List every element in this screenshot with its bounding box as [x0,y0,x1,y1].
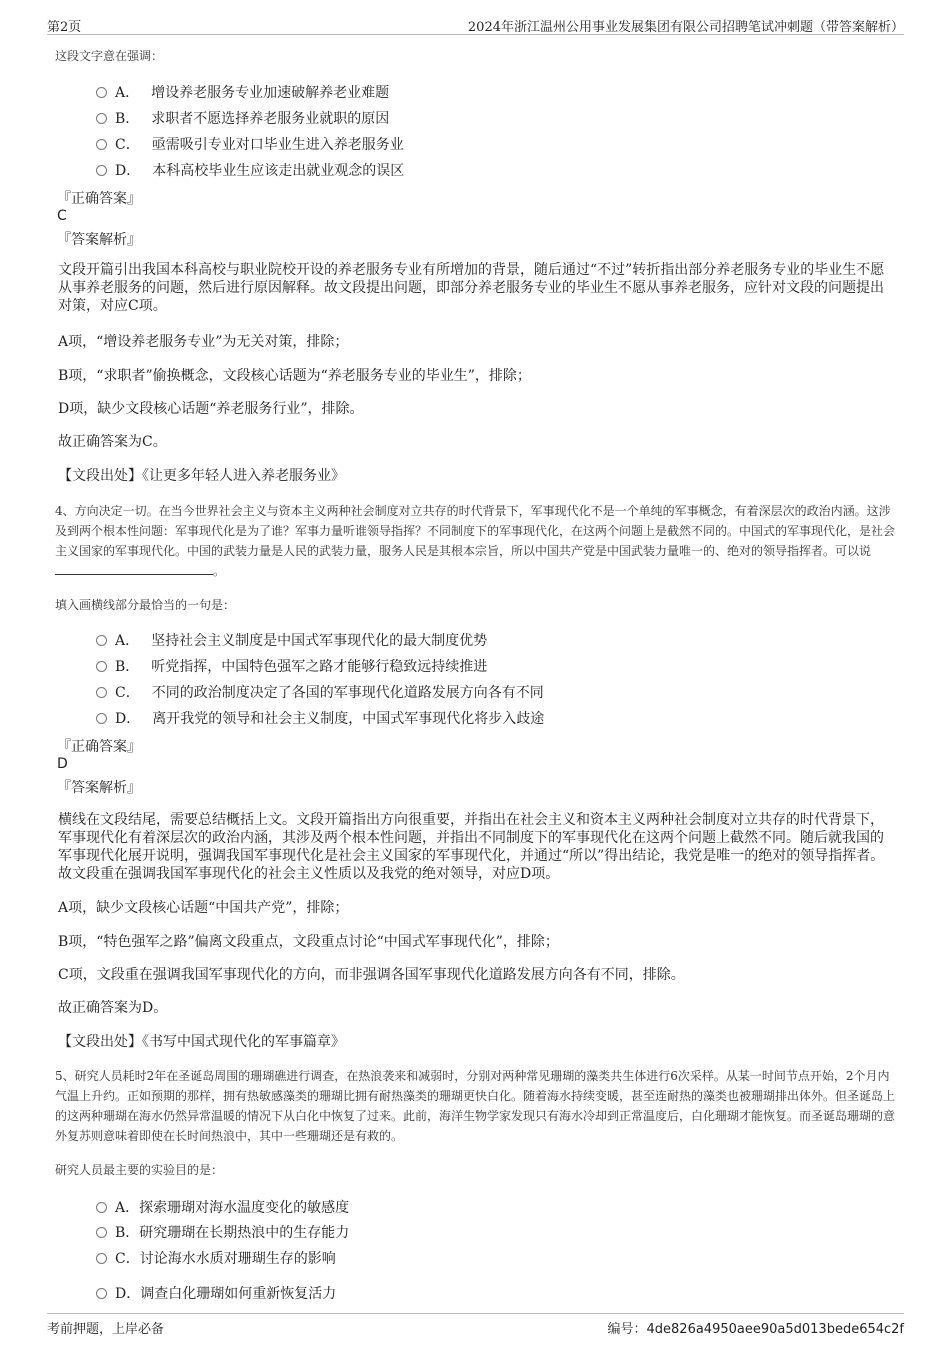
q3-analysis-label: 『答案解析』 [57,232,141,248]
q4-option-b[interactable]: B． 听党指挥，中国特色强军之路才能够行稳致远持续推进 [96,656,487,676]
page-header [47,14,904,35]
radio-icon[interactable] [96,635,107,646]
q5-option-d[interactable]: D．调查白化珊瑚如何重新恢复活力 [96,1283,336,1303]
radio-icon[interactable] [96,713,107,724]
q5-stem: 5、研究人员耗时2年在圣诞岛周围的珊瑚礁进行调查，在热浪袭来和减弱时，分别对两种常见珊瑚的藻类共生体进行6次采样。从某一时间节点开始，2个月内气温上升约。正如预期的那样，拥有热敏感藻类的珊瑚比拥有耐热藻类的珊瑚更快白化。随着海水持续变暖，甚至连耐热的藻类也被珊瑚排出体外。但圣诞岛上的这两种珊瑚在海水仍然异常温暖的情况下从白化中恢复了过来。此前，海洋生物学家发现只有海水冷却到正常温度后，白化珊瑚才能恢复。而圣诞岛珊瑚的意外复苏则意味着即使在长时间热浪中，其中一些珊瑚还是有救的。 [55,1069,896,1143]
page-footer [47,1313,904,1337]
document-title: 2024年浙江温州公用事业发展集团有限公司招聘笔试冲刺题（带答案解析） [467,20,904,35]
q4-analysis-b: B项，“特色强军之路”偏离文段重点，文段重点讨论“中国式军事现代化”，排除； [58,934,559,950]
q5-option-c[interactable]: C．讨论海水水质对珊瑚生存的影响 [96,1248,336,1268]
radio-icon[interactable] [96,687,107,698]
radio-icon[interactable] [96,1288,107,1299]
radio-icon[interactable] [96,661,107,672]
q4-answer: D [57,756,68,772]
q3-prompt: 这段文字意在强调： [55,49,164,63]
q3-answer-label: 『正确答案』 [57,191,141,207]
q4-option-a[interactable]: A． 坚持社会主义制度是中国式军事现代化的最大制度优势 [96,630,487,650]
q3-analysis-paragraph: 文段开篇引出我国本科高校与职业院校开设的养老服务专业有所增加的背景，随后通过“不过”转折指出部分养老服务专业的毕业生不愿从事养老服务的问题，然后进行原因解释。故文段提出问题，即部分养老服务专业的毕业生不愿从事养老服务，应针对文段的问题提出对策，对应C项。 [58,262,885,314]
q4-option-d[interactable]: D． 离开我党的领导和社会主义制度，中国式军事现代化将步入歧途 [96,708,544,728]
q3-option-c[interactable]: C． 亟需吸引专业对口毕业生进入养老服务业 [96,134,404,154]
q3-conclusion: 故正确答案为C。 [58,434,167,450]
q5-prompt: 研究人员最主要的实验目的是： [55,1163,224,1177]
page-number: 第2页 [47,20,82,35]
q3-analysis-d: D项，缺少文段核心话题“养老服务行业”，排除。 [58,401,364,417]
radio-icon[interactable] [96,1253,107,1264]
q3-source: 【文段出处】《让更多年轻人进入养老服务业》 [58,468,345,484]
q4-conclusion: 故正确答案为D。 [58,1000,168,1016]
q4-source: 【文段出处】《书写中国式现代化的军事篇章》 [58,1034,345,1050]
radio-icon[interactable] [96,139,107,150]
q5-option-a[interactable]: A．探索珊瑚对海水温度变化的敏感度 [96,1197,349,1217]
q3-option-d[interactable]: D． 本科高校毕业生应该走出就业观念的误区 [96,160,404,180]
q3-analysis-a: A项，“增设养老服务专业”为无关对策，排除； [58,334,349,350]
q4-stem: 4、方向决定一切。在当今世界社会主义与资本主义两种社会制度对立共存的时代背景下，军事现代化不是一个单纯的军事概念，有着深层次的政治内涵。这涉及到两个根本性问题：军事现代化是为了谁？军事力量听谁领导指挥？不同制度下的军事现代化，在这两个问题上是截然不同的。中国式的军事现代化，是社会主义国家的军事现代化。中国的武装力量是人民的武装力量，服务人民是其根本宗旨，所以中国共产党是中国武装力量唯一的、绝对的领导指挥者。可以说。 [55,504,896,578]
q4-analysis-paragraph: 横线在文段结尾，需要总结概括上文。文段开篇指出方向很重要，并指出在社会主义和资本主义两种社会制度对立共存的时代背景下，军事现代化有着深层次的政治内涵，其涉及两个根本性问题，并指出不同制度下的军事现代化在这两个问题上截然不同。随后就我国的军事现代化展开说明，强调我国军事现代化是社会主义国家的军事现代化，并通过“所以”得出结论，我党是唯一的绝对的领导指挥者。故文段重在强调我国军事现代化的社会主义性质以及我党的绝对领导，对应D项。 [58,812,885,882]
q3-answer: C [57,208,67,224]
q4-analysis-a: A项，缺少文段核心话题“中国共产党”，排除； [58,900,349,916]
q3-analysis-b: B项，“求职者”偷换概念，文段核心话题为“养老服务专业的毕业生”，排除； [58,368,531,384]
document-code: 编号：4de826a4950aee90a5d013bede654c2f [607,1322,904,1337]
radio-icon[interactable] [96,1202,107,1213]
q5-option-b[interactable]: B．研究珊瑚在长期热浪中的生存能力 [96,1222,349,1242]
radio-icon[interactable] [96,113,107,124]
q4-analysis-label: 『答案解析』 [57,780,141,796]
q4-option-c[interactable]: C． 不同的政治制度决定了各国的军事现代化道路发展方向各有不同 [96,682,544,702]
q3-option-b[interactable]: B． 求职者不愿选择养老服务业就职的原因 [96,108,389,128]
footer-slogan: 考前押题，上岸必备 [47,1322,165,1337]
q3-option-a[interactable]: A． 增设养老服务专业加速破解养老业难题 [96,82,389,102]
q4-analysis-c: C项，文段重在强调我国军事现代化的方向，而非强调各国军事现代化道路发展方向各有不同，排除。 [58,967,685,983]
radio-icon[interactable] [96,1227,107,1238]
radio-icon[interactable] [96,165,107,176]
q4-answer-label: 『正确答案』 [57,739,141,755]
radio-icon[interactable] [96,87,107,98]
q4-prompt: 填入画横线部分最恰当的一句是： [55,598,236,612]
fill-blank [55,562,213,575]
